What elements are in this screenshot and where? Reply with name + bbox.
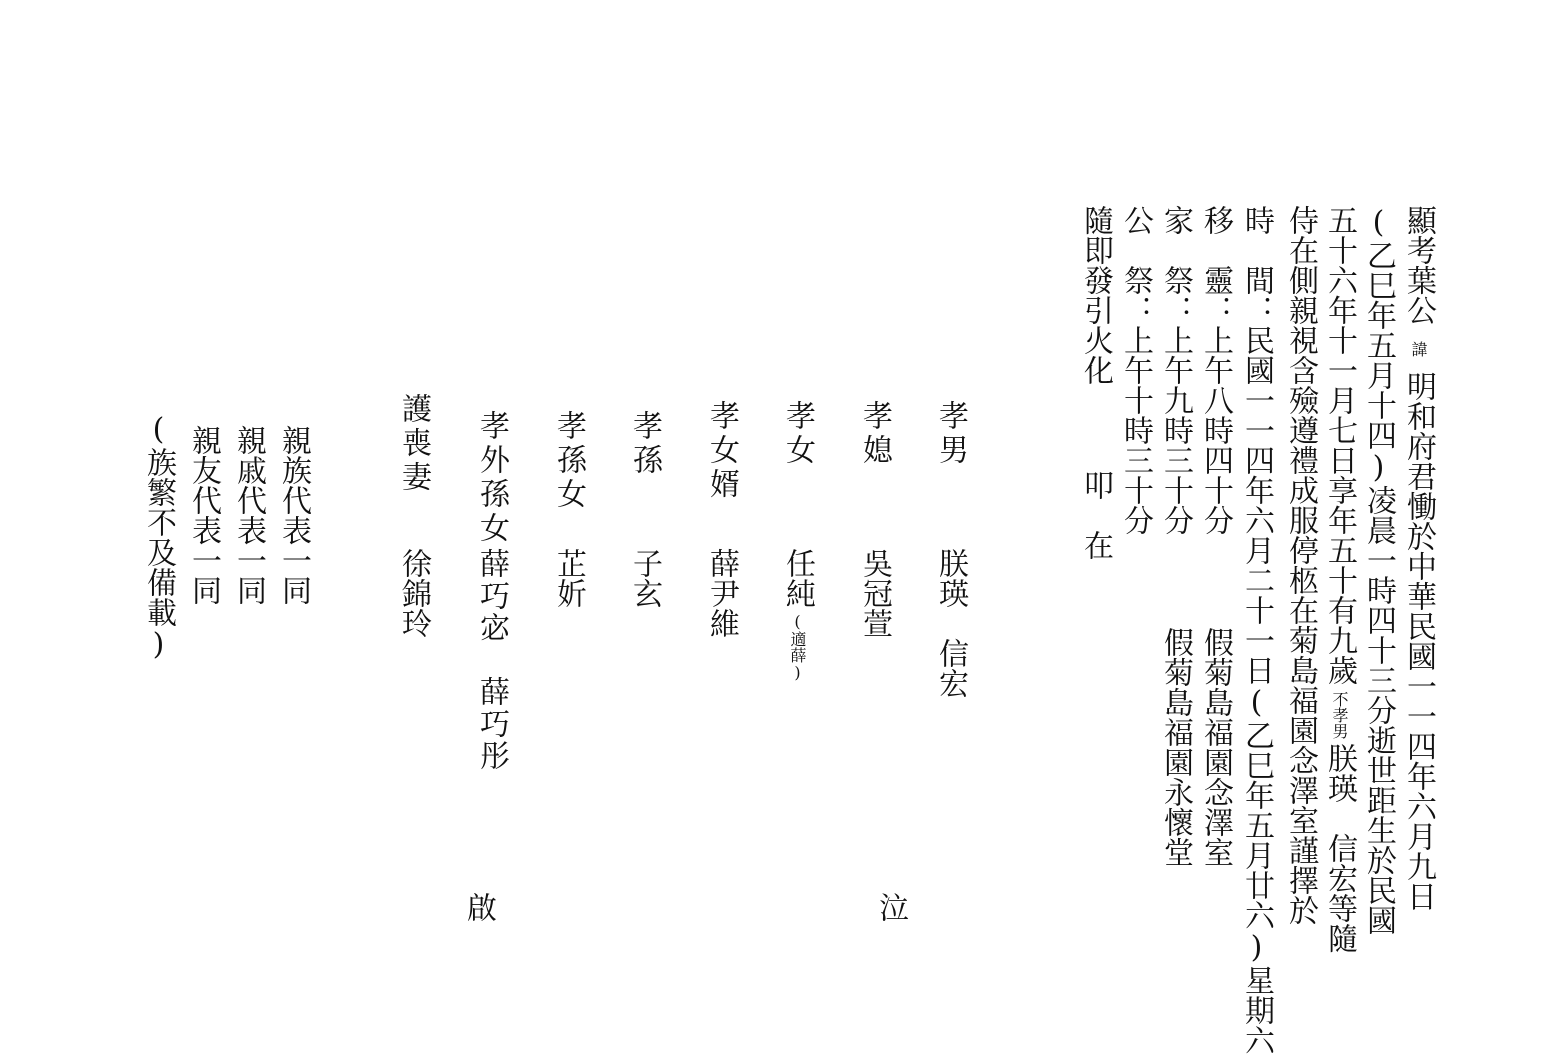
notice-line-4: 侍在側親視含殮遵禮成服停柩在菊島福園念澤室謹擇於 <box>1283 205 1318 925</box>
announce-mark: 啟 <box>461 892 496 922</box>
notice-line-2: (乙巳年五月十四)凌晨一時四十三分逝世距生於民國 <box>1361 205 1396 935</box>
sons-text: 朕瑛 信宏等隨 <box>1322 743 1357 953</box>
mourner-role-son: 孝男 <box>933 400 968 468</box>
mourner-role-grandson: 孝孫 <box>627 410 662 478</box>
mourner-names-outside-granddaughter: 薛巧宓 薛巧彤 <box>474 548 509 772</box>
mourner-names-widow: 徐錦玲 <box>396 548 431 638</box>
death-date-text: 明和府君慟於中華民國一一四年六月九日 <box>1401 371 1436 911</box>
relatives-line-4: (族繁不及備載) <box>141 412 176 662</box>
notice-family-rite: 家 祭：上午九時三十分 <box>1158 205 1193 535</box>
mourner-role-daughter: 孝女 <box>780 400 815 468</box>
deceased-title: 顯考葉公 <box>1401 205 1436 325</box>
daughter-name: 任純 <box>780 548 815 608</box>
notice-line-3 <box>1322 205 1357 953</box>
unfilial-son-mark: 不孝男 <box>1330 691 1349 739</box>
relatives-line-3: 親友代表一同 <box>186 425 221 605</box>
daughter-married-note: (適薛) <box>788 612 807 682</box>
family-rite-place: 假菊島福園永懷堂 <box>1158 627 1193 867</box>
mourner-names-son: 朕瑛 信宏 <box>933 548 968 698</box>
notice-cremation: 隨即發引火化 <box>1078 205 1113 385</box>
mourner-role-widow: 護喪妻 <box>396 393 431 495</box>
notice-time: 時 間：民國一一四年六月二十一日(乙巳年五月廿六)星期六 <box>1239 205 1274 1055</box>
notice-public-rite: 公 祭：上午十時三十分 <box>1118 205 1153 535</box>
mourner-names-daughter-in-law: 吳冠萱 <box>857 548 892 638</box>
mourner-role-son-in-law: 孝女婿 <box>704 400 739 502</box>
notice-line-1 <box>1401 205 1436 911</box>
mourner-names-daughter <box>780 548 815 682</box>
move-spirit-place: 假菊島福園念澤室 <box>1198 627 1233 867</box>
relatives-line-1: 親族代表一同 <box>276 425 311 605</box>
weep-mark: 泣 <box>873 892 908 922</box>
notice-move-spirit: 移 靈：上午八時四十分 <box>1198 205 1233 535</box>
notice-kowtow: 叩 在 <box>1078 470 1113 560</box>
age-text: 五十六年十一月七日享年五十有九歲 <box>1322 205 1357 685</box>
mourner-role-daughter-in-law: 孝媳 <box>857 400 892 468</box>
mourner-names-son-in-law: 薛尹維 <box>704 548 739 638</box>
hui-mark: 諱 <box>1409 341 1428 357</box>
mourner-role-granddaughter: 孝孫女 <box>551 410 586 512</box>
mourner-role-outside-granddaughter: 孝外孫女 <box>474 410 509 546</box>
relatives-line-2: 親戚代表一同 <box>231 425 266 605</box>
mourner-names-granddaughter: 芷妡 <box>551 548 586 608</box>
mourner-names-grandson: 子玄 <box>627 548 662 608</box>
